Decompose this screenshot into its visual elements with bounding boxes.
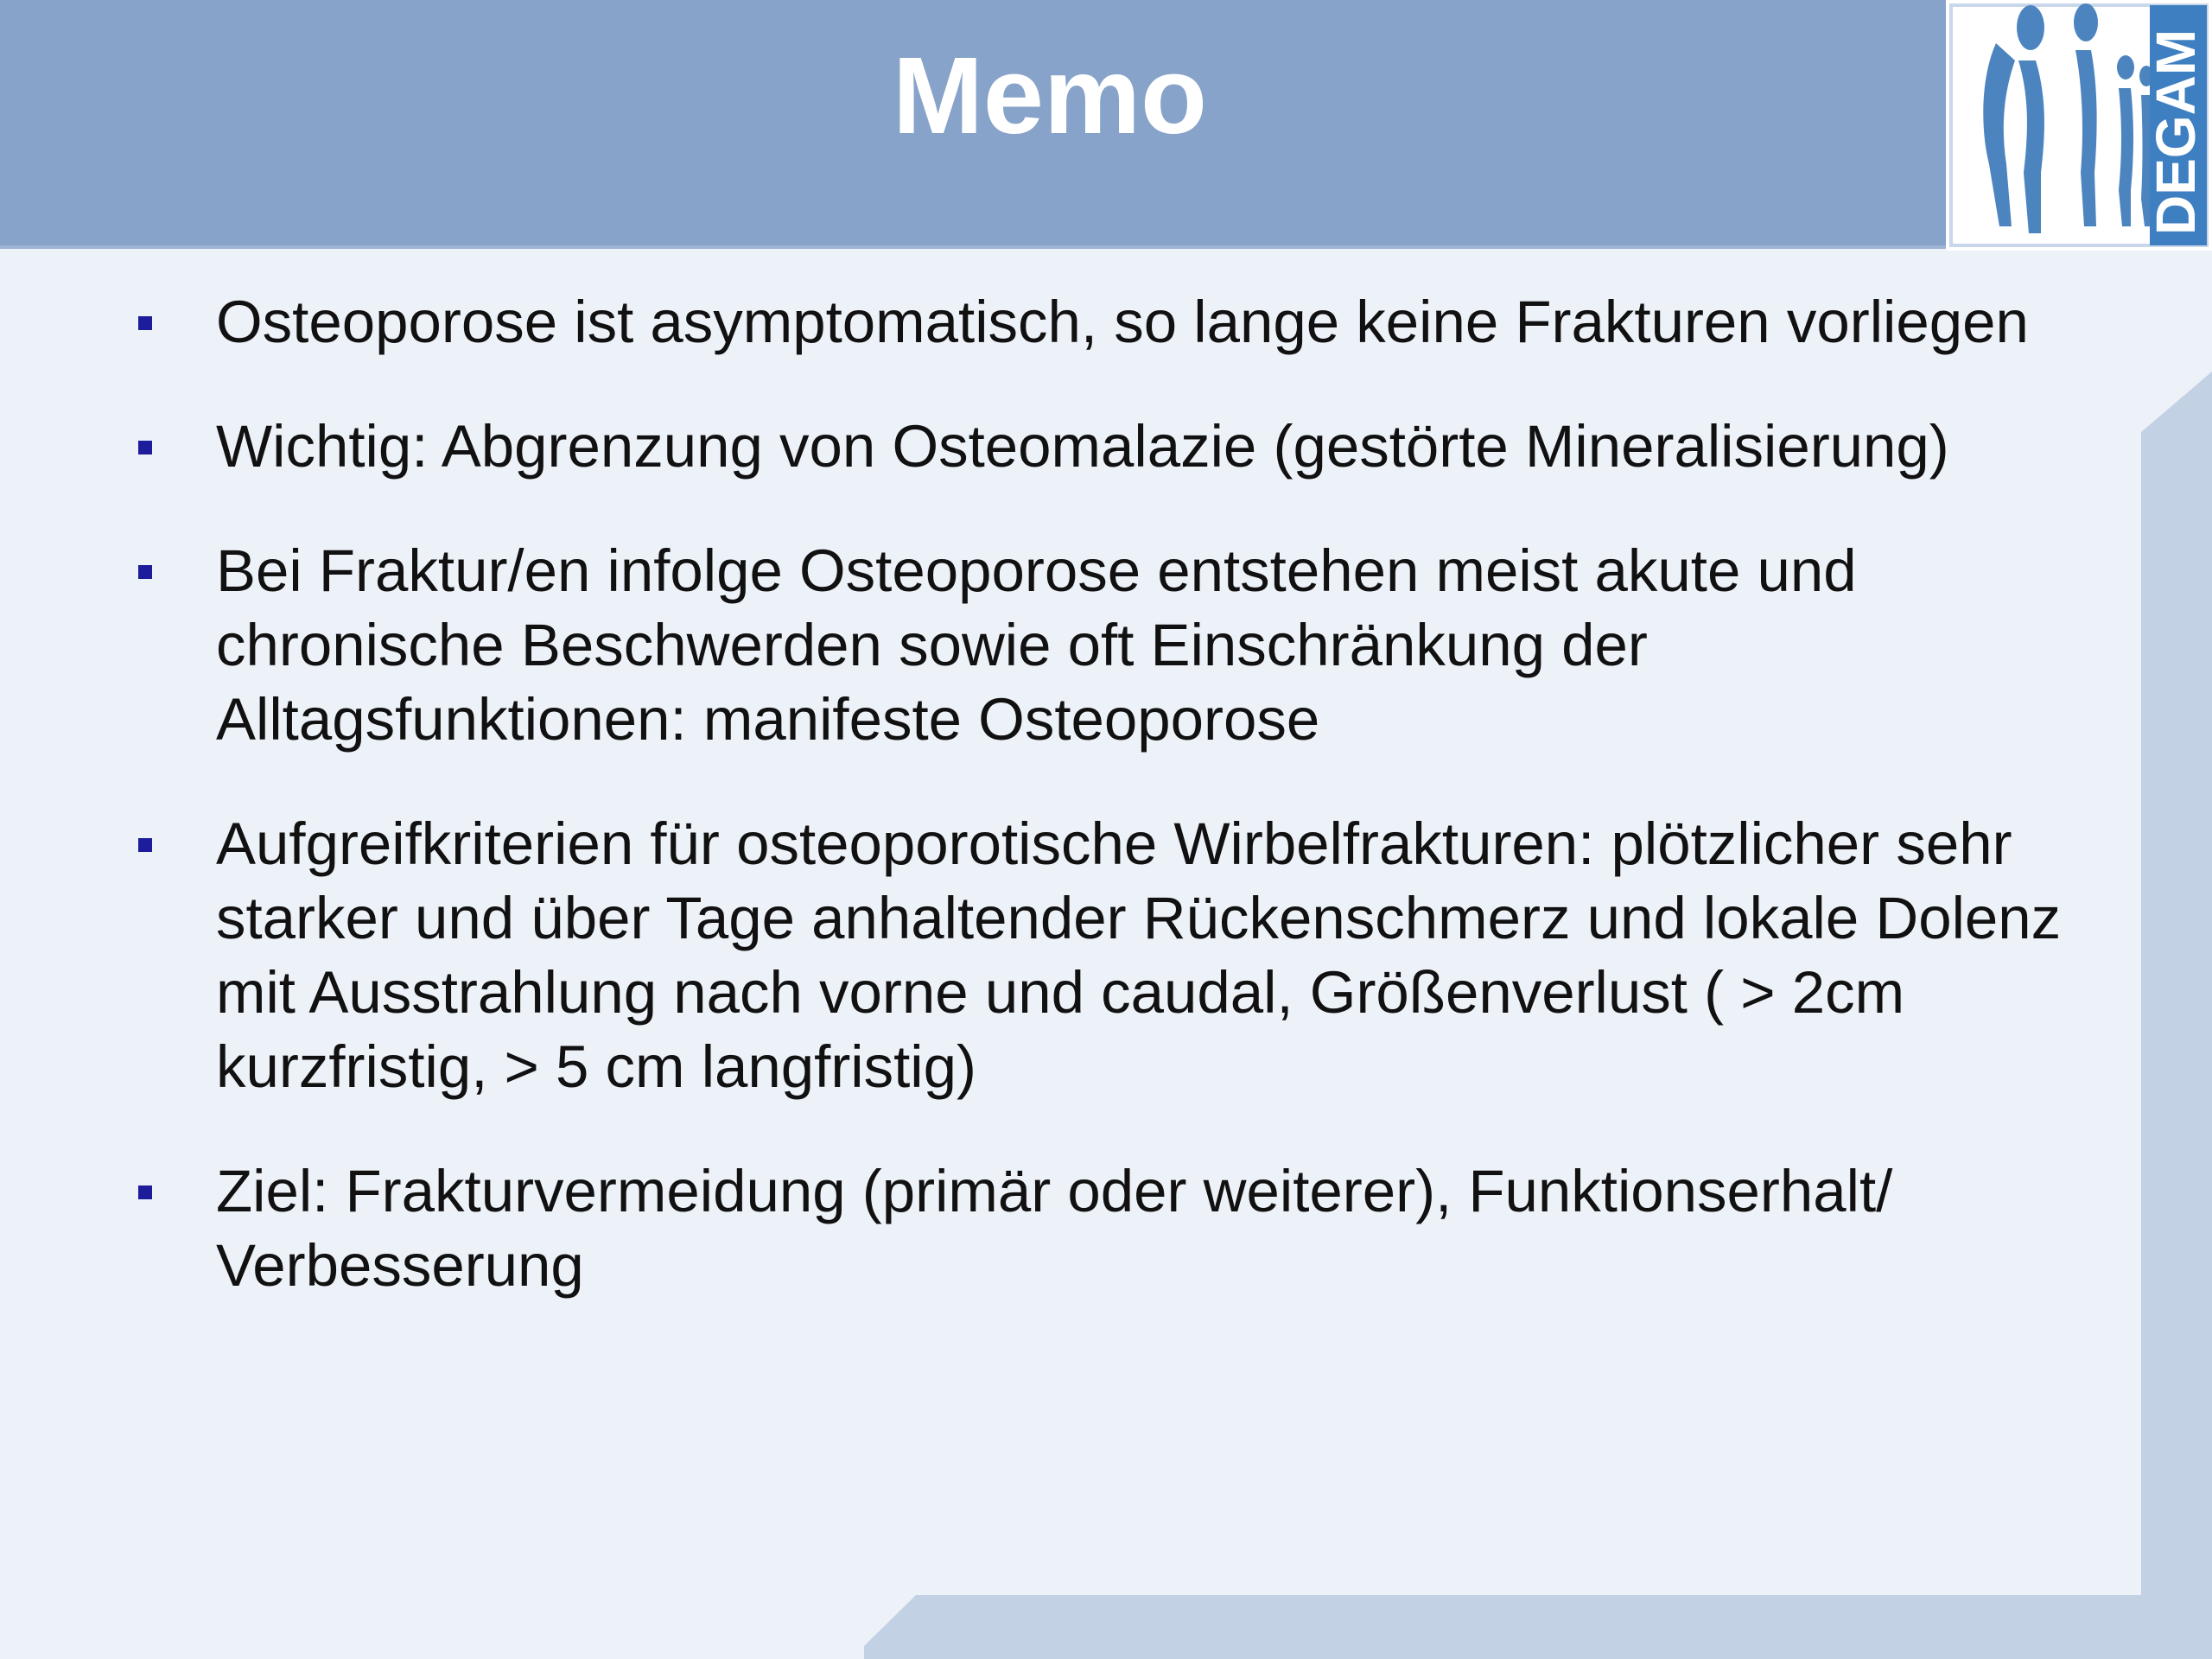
bullet-text: Osteoporose ist asymptomatisch, so lange keine Frakturen vorliegen [216,289,2029,355]
frame-bottom-edge [864,1595,2141,1659]
bullet-text: Wichtig: Abgrenzung von Osteomalazie (gestörte Mineralisierung) [216,413,1949,480]
frame-right-edge [2141,372,2212,1659]
degam-logo-text: DEGAM [2145,29,2207,235]
bullet-text: Aufgreifkriterien für osteoporotische Wirbelfrakturen: plötzlicher sehr starker und über Tage anhaltender Rückenschmerz und lokale Dolenz mit Ausstrahlung nach vorne und caudal, Größenverlust ( > 2cm kurzfristig, > 5 cm langfristig) [216,810,2062,1100]
slide-title: Memo [892,35,1208,156]
bullet-text: Bei Fraktur/en infolge Osteoporose entstehen meist akute und chronische Beschwerden sowie oft Einschränkung der Alltagsfunktionen: manifeste Osteoporose [216,537,1857,753]
bullet-text: Ziel: Frakturvermeidung (primär oder weiterer), Funktionserhalt/ Verbesserung [216,1158,1893,1299]
